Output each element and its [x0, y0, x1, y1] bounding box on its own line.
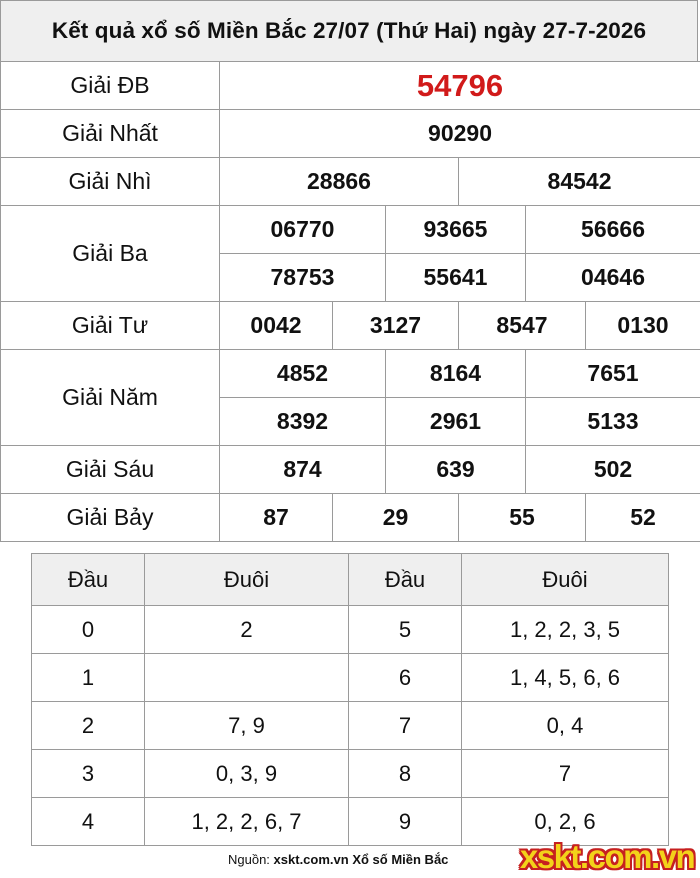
loto-dau: 4: [32, 798, 145, 846]
prize-number: 56666: [526, 206, 700, 254]
prize-row-seventh: [1, 494, 700, 542]
prize-number: 93665: [386, 206, 526, 254]
loto-duoi: 1, 4, 5, 6, 6: [462, 654, 669, 702]
prize-number: 8392: [220, 398, 386, 446]
loto-dau: 5: [349, 606, 462, 654]
prize-number: 3127: [333, 302, 459, 350]
column-header-duoi: Đuôi: [462, 554, 669, 606]
loto-dau: 8: [349, 750, 462, 798]
loto-duoi: 0, 3, 9: [145, 750, 349, 798]
loto-duoi: 1, 2, 2, 6, 7: [145, 798, 349, 846]
loto-dau: 1: [32, 654, 145, 702]
prize-row-first: [1, 110, 700, 158]
prize-label: Giải Ba: [1, 206, 220, 302]
loto-duoi: 7: [462, 750, 669, 798]
prize-number: 87: [220, 494, 333, 542]
prize-number: 4852: [220, 350, 386, 398]
loto-row: [32, 654, 669, 702]
column-header-duoi: Đuôi: [145, 554, 349, 606]
column-header-dau: Đầu: [349, 554, 462, 606]
loto-duoi: 7, 9: [145, 702, 349, 750]
special-prize-number: 54796: [220, 62, 700, 110]
loto-dau: 6: [349, 654, 462, 702]
prize-number: 5133: [526, 398, 700, 446]
loto-dau: 7: [349, 702, 462, 750]
page-title: Kết quả xổ số Miền Bắc 27/07 (Thứ Hai) ngày 27-7-2026: [0, 0, 698, 62]
prize-number: 78753: [220, 254, 386, 302]
prize-label: Giải Nhất: [1, 110, 220, 158]
loto-duoi: 1, 2, 2, 3, 5: [462, 606, 669, 654]
prize-number: 874: [220, 446, 386, 494]
prize-label: Giải Nhì: [1, 158, 220, 206]
prize-number: 04646: [526, 254, 700, 302]
source-link[interactable]: xskt.com.vn: [273, 852, 349, 867]
prize-number: 52: [586, 494, 700, 542]
logo-text: xskt.com.vn: [519, 838, 695, 875]
loto-duoi: [145, 654, 349, 702]
prize-row-special: [1, 62, 700, 110]
prize-number: 8164: [386, 350, 526, 398]
loto-duoi: 0, 2, 6: [462, 798, 669, 846]
source-site-name: Xổ số Miền Bắc: [352, 852, 449, 867]
results-table: [0, 61, 700, 542]
loto-dau: 9: [349, 798, 462, 846]
prize-label: Giải Tư: [1, 302, 220, 350]
prize-row-fifth: [1, 350, 700, 398]
prize-number: 502: [526, 446, 700, 494]
loto-table: [31, 553, 669, 846]
loto-header-row: [32, 554, 669, 606]
prize-number: 2961: [386, 398, 526, 446]
prize-label: Giải Bảy: [1, 494, 220, 542]
prize-row-fourth: [1, 302, 700, 350]
prize-number: 29: [333, 494, 459, 542]
prize-number: 90290: [220, 110, 700, 158]
source-prefix: Nguồn:: [228, 852, 274, 867]
prize-row-third: [1, 206, 700, 254]
prize-number: 0042: [220, 302, 333, 350]
prize-number: 55: [459, 494, 586, 542]
loto-dau: 2: [32, 702, 145, 750]
prize-row-sixth: [1, 446, 700, 494]
prize-number: 84542: [459, 158, 700, 206]
loto-duoi: 2: [145, 606, 349, 654]
prize-label: Giải Sáu: [1, 446, 220, 494]
prize-number: 0130: [586, 302, 700, 350]
loto-duoi: 0, 4: [462, 702, 669, 750]
prize-label: Giải ĐB: [1, 62, 220, 110]
loto-row: [32, 702, 669, 750]
prize-number: 639: [386, 446, 526, 494]
source-credit: [228, 852, 448, 867]
loto-row: [32, 606, 669, 654]
xskt-logo: [517, 838, 697, 876]
prize-label: Giải Năm: [1, 350, 220, 446]
prize-number: 7651: [526, 350, 700, 398]
prize-row-second: [1, 158, 700, 206]
prize-number: 8547: [459, 302, 586, 350]
column-header-dau: Đầu: [32, 554, 145, 606]
prize-number: 55641: [386, 254, 526, 302]
prize-number: 06770: [220, 206, 386, 254]
loto-dau: 0: [32, 606, 145, 654]
prize-number: 28866: [220, 158, 459, 206]
loto-dau: 3: [32, 750, 145, 798]
loto-row: [32, 750, 669, 798]
